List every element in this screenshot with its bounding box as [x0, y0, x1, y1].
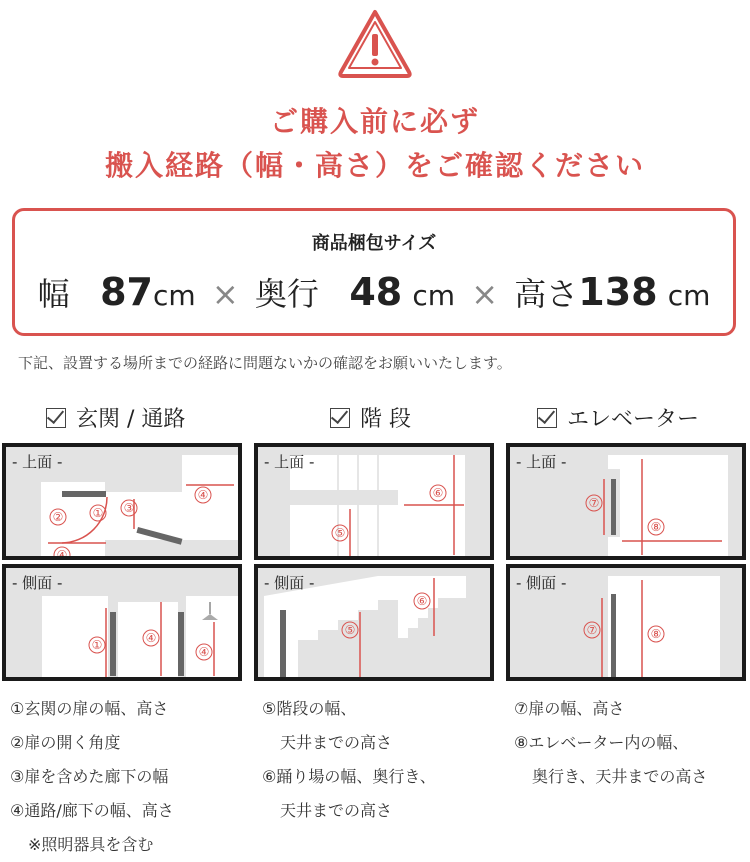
stairs-top-view [254, 443, 494, 560]
entrance-side-view [2, 564, 242, 681]
check-note: 下記、設置する場所までの経路に問題ないかの確認をお願いいたします。 [18, 354, 512, 372]
height-unit: cm [667, 279, 711, 312]
marker-6: ⑥ [432, 486, 444, 500]
legend-item: ①玄関の扉の幅、高さ [10, 699, 169, 718]
legend-entrance [10, 692, 174, 862]
depth-value: 48 [349, 270, 403, 314]
warning-icon [337, 8, 413, 78]
legend-item: 天井までの高さ [280, 801, 393, 820]
depth-label: 奥行 [254, 275, 319, 313]
marker-1: ① [91, 638, 103, 652]
marker-1: ① [92, 506, 104, 520]
width-unit: cm [152, 279, 196, 312]
depth-unit: cm [412, 279, 456, 312]
top-view-label: - 上面 - [516, 453, 567, 471]
side-view-label: - 側面 - [12, 574, 63, 592]
package-size-box [12, 208, 736, 336]
side-view-label: - 側面 - [516, 574, 567, 592]
legend-elevator [514, 692, 707, 794]
legend-item: ⑥踊り場の幅、奥行き、 [262, 767, 436, 786]
side-view-label: - 側面 - [264, 574, 315, 592]
legend-item: ⑤階段の幅、 [262, 699, 357, 718]
width-value: 87 [100, 270, 153, 314]
column-heading-stairs [330, 402, 411, 433]
package-dimensions [15, 269, 733, 315]
top-view-label: - 上面 - [12, 453, 63, 471]
elevator-side-view [506, 564, 746, 681]
top-view-label: - 上面 - [264, 453, 315, 471]
legend-item: 天井までの高さ [280, 733, 393, 752]
legend-item: ③扉を含めた廊下の幅 [10, 767, 169, 786]
legend-item: ④通路/廊下の幅、高さ [10, 801, 174, 820]
marker-5: ⑤ [344, 623, 356, 637]
legend-item: ⑧エレベーター内の幅、 [514, 733, 689, 752]
height-value: 138 [578, 270, 658, 314]
marker-7: ⑦ [586, 623, 598, 637]
height-label: 高さ [514, 275, 579, 313]
column-title: 玄関 / 通路 [76, 407, 186, 432]
marker-7: ⑦ [588, 496, 600, 510]
headline-line2: 搬入経路（幅・高さ）をご確認ください [104, 149, 645, 182]
checkbox-icon [537, 408, 557, 428]
package-size-title: 商品梱包サイズ [311, 233, 437, 254]
marker-4: ④ [145, 631, 157, 645]
legend-item: ②扉の開く角度 [10, 733, 121, 752]
elevator-top-view [506, 443, 746, 560]
marker-8: ⑧ [650, 627, 662, 641]
marker-6: ⑥ [416, 594, 428, 608]
marker-4: ④ [198, 645, 210, 659]
checkbox-icon [330, 408, 350, 428]
checkbox-icon [46, 408, 66, 428]
entrance-top-view [2, 443, 242, 560]
column-heading-elevator [537, 402, 699, 433]
column-title: 階 段 [360, 407, 411, 432]
legend-stairs [262, 692, 436, 828]
width-label: 幅 [37, 275, 70, 313]
marker-4: ④ [197, 488, 209, 502]
stairs-side-view [254, 564, 494, 681]
marker-4: ④ [56, 548, 68, 562]
times-sign: × [471, 275, 499, 313]
column-heading-entrance [46, 402, 185, 433]
marker-5: ⑤ [334, 526, 346, 540]
marker-3: ③ [123, 501, 135, 515]
times-sign: × [211, 275, 239, 313]
marker-2: ② [52, 510, 64, 524]
legend-item: 奥行き、天井までの高さ [532, 767, 708, 786]
legend-note: ※照明器具を含む [28, 835, 154, 854]
marker-8: ⑧ [650, 520, 662, 534]
legend-item: ⑦扉の幅、高さ [514, 699, 625, 718]
column-title: エレベーター [567, 407, 700, 432]
headline-line1: ご購入前に必ず [269, 105, 480, 138]
